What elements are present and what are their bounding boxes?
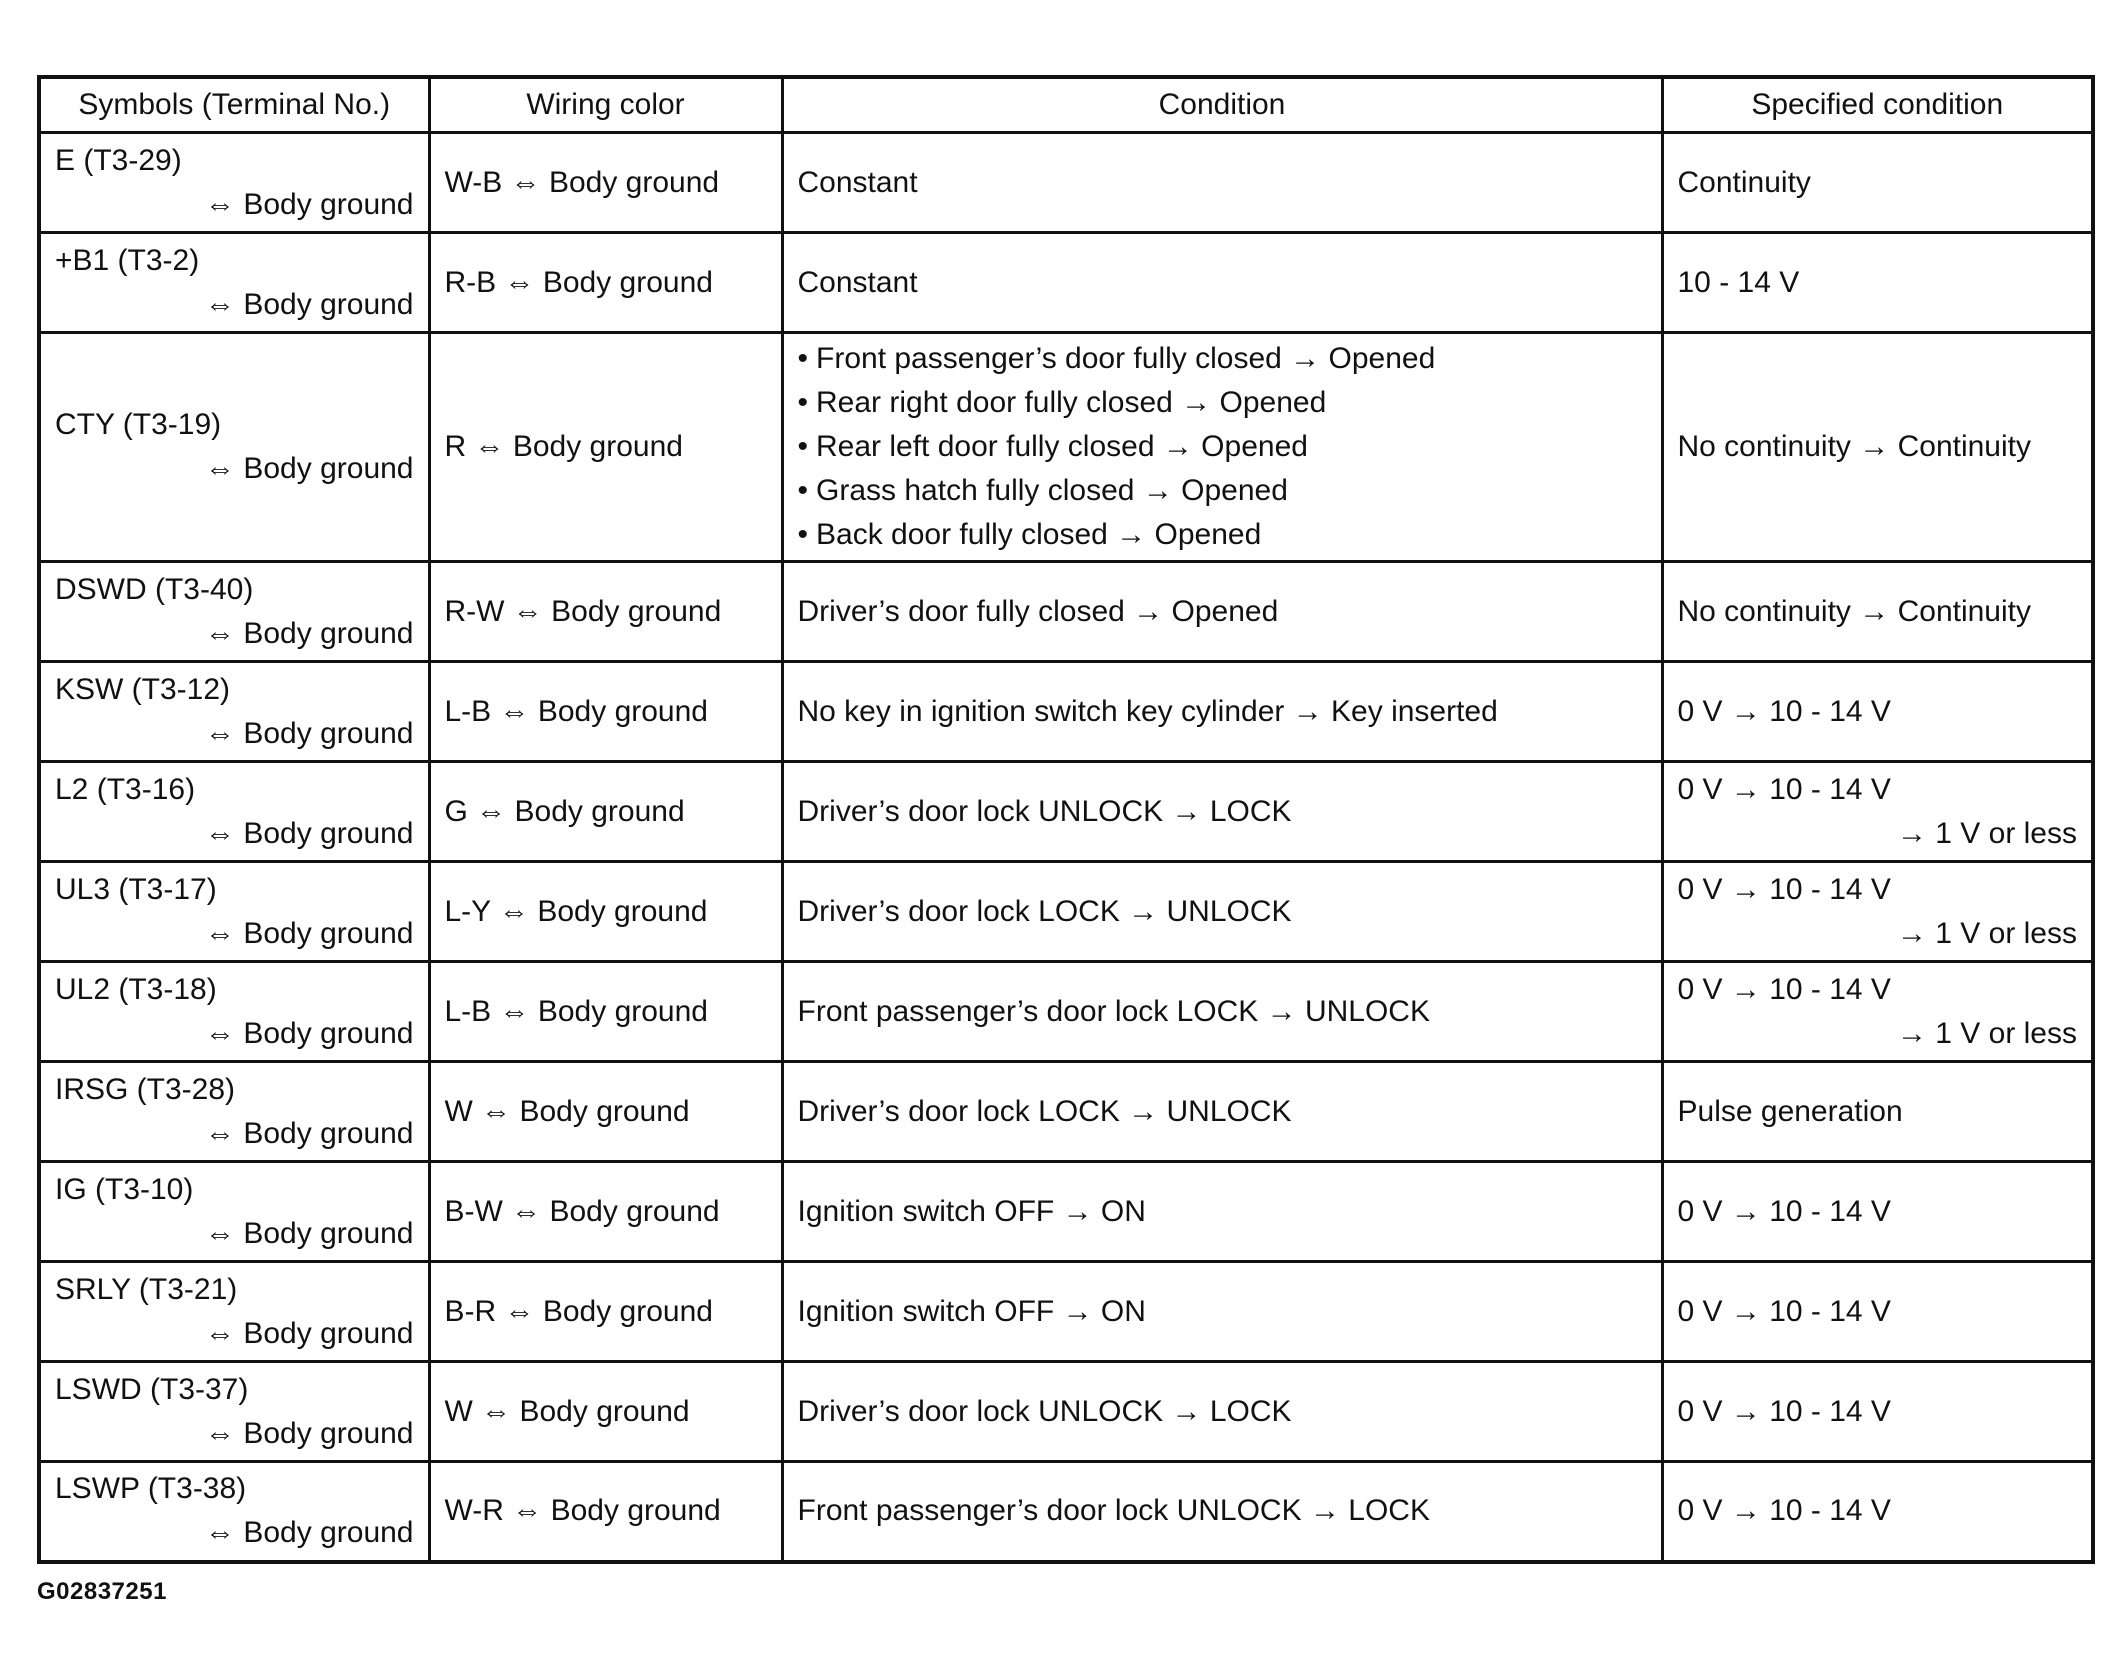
spec-value: Pulse generation [1677, 1094, 1903, 1128]
wiring-cell: B-W ⇔ Body ground [429, 1162, 782, 1262]
table-row [39, 333, 2093, 562]
symbol-name: SRLY (T3-21) [55, 1272, 238, 1306]
spec-value-continued: → 1 V or less [1896, 916, 2077, 950]
spec-value: 10 - 14 V [1677, 265, 1800, 299]
symbol-cell [39, 762, 429, 862]
symbol-name: E (T3-29) [55, 143, 182, 177]
table-row [39, 962, 2093, 1062]
spec-value: 0 V → 10 - 14 V [1677, 1494, 1891, 1528]
symbol-name: LSWD (T3-37) [55, 1372, 249, 1406]
spec-value-continued: → 1 V or less [1896, 816, 2077, 850]
spec-cell [1662, 1262, 2093, 1362]
symbol-cell [39, 333, 429, 562]
spec-cell [1662, 662, 2093, 762]
condition-item: • Rear left door fully closed → Opened [798, 425, 1647, 469]
condition-item: • Front passenger’s door fully closed → Opened [798, 337, 1647, 381]
condition-cell: Ignition switch OFF → ON [782, 1162, 1662, 1262]
table-row [39, 1262, 2093, 1362]
spec-value: 0 V → 10 - 14 V [1677, 694, 1891, 728]
symbol-cell [39, 133, 429, 233]
spec-value: 0 V → 10 - 14 V [1677, 1294, 1891, 1328]
spec-value-continued: → 1 V or less [1896, 1016, 2077, 1050]
spec-cell [1662, 862, 2093, 962]
wiring-cell: L-B ⇔ Body ground [429, 962, 782, 1062]
spec-cell [1662, 333, 2093, 562]
spec-value: 0 V → 10 - 14 V [1677, 972, 1891, 1006]
spec-cell [1662, 1162, 2093, 1262]
condition-item: • Rear right door fully closed → Opened [798, 381, 1647, 425]
wiring-cell: R-W ⇔ Body ground [429, 562, 782, 662]
spec-value: Continuity [1677, 165, 1811, 199]
spec-cell [1662, 562, 2093, 662]
spec-cell [1662, 133, 2093, 233]
symbol-ground: ⇔ Body ground [205, 716, 414, 750]
symbol-cell [39, 1262, 429, 1362]
symbol-ground: ⇔ Body ground [205, 287, 414, 321]
symbol-ground: ⇔ Body ground [205, 616, 414, 650]
symbol-cell [39, 1062, 429, 1162]
symbol-ground: ⇔ Body ground [205, 1116, 414, 1150]
spec-value: No continuity → Continuity [1677, 430, 2031, 463]
wiring-cell: L-Y ⇔ Body ground [429, 862, 782, 962]
condition-item: • Grass hatch fully closed → Opened [798, 469, 1647, 513]
symbol-cell [39, 233, 429, 333]
symbol-ground: ⇔ Body ground [205, 1316, 414, 1350]
symbol-ground: ⇔ Body ground [205, 187, 414, 221]
wiring-cell: W-R ⇔ Body ground [429, 1462, 782, 1562]
spec-value: 0 V → 10 - 14 V [1677, 872, 1891, 906]
table-row [39, 762, 2093, 862]
symbol-cell [39, 562, 429, 662]
table-row [39, 662, 2093, 762]
wiring-cell: G ⇔ Body ground [429, 762, 782, 862]
condition-cell: Constant [782, 233, 1662, 333]
symbol-ground: ⇔ Body ground [205, 1516, 414, 1550]
symbol-name: UL3 (T3-17) [55, 872, 217, 906]
spec-cell [1662, 762, 2093, 862]
condition-cell: Driver’s door lock UNLOCK → LOCK [782, 762, 1662, 862]
symbol-cell [39, 962, 429, 1062]
condition-cell: Driver’s door lock UNLOCK → LOCK [782, 1362, 1662, 1462]
symbol-name: L2 (T3-16) [55, 772, 196, 806]
wiring-cell: L-B ⇔ Body ground [429, 662, 782, 762]
symbol-cell [39, 1162, 429, 1262]
symbol-name: KSW (T3-12) [55, 672, 231, 706]
condition-list [798, 337, 1647, 557]
condition-cell: Front passenger’s door lock LOCK → UNLOCK [782, 962, 1662, 1062]
table-row [39, 1162, 2093, 1262]
header-wiring-color: Wiring color [429, 77, 782, 133]
symbol-name: IRSG (T3-28) [55, 1072, 236, 1106]
header-condition: Condition [782, 77, 1662, 133]
spec-value: 0 V → 10 - 14 V [1677, 1194, 1891, 1228]
wiring-cell: W ⇔ Body ground [429, 1362, 782, 1462]
header-specified-condition: Specified condition [1662, 77, 2093, 133]
wiring-cell: W-B ⇔ Body ground [429, 133, 782, 233]
symbol-cell [39, 1462, 429, 1562]
figure-id: G02837251 [37, 1578, 167, 1605]
symbol-ground: ⇔ Body ground [205, 816, 414, 850]
symbol-ground: ⇔ Body ground [205, 1016, 414, 1050]
symbol-cell [39, 1362, 429, 1462]
symbol-name: LSWP (T3-38) [55, 1472, 247, 1506]
table-row [39, 862, 2093, 962]
symbol-name: +B1 (T3-2) [55, 243, 200, 277]
symbol-ground: ⇔ Body ground [205, 452, 414, 485]
condition-cell [782, 333, 1662, 562]
wiring-cell: W ⇔ Body ground [429, 1062, 782, 1162]
condition-cell: Constant [782, 133, 1662, 233]
spec-cell [1662, 1062, 2093, 1162]
symbol-ground: ⇔ Body ground [205, 1416, 414, 1450]
wiring-cell: B-R ⇔ Body ground [429, 1262, 782, 1362]
wiring-cell: R ⇔ Body ground [429, 333, 782, 562]
symbol-name: IG (T3-10) [55, 1172, 194, 1206]
condition-item: • Back door fully closed → Opened [798, 513, 1647, 557]
spec-value: No continuity → Continuity [1677, 594, 2031, 628]
condition-cell: No key in ignition switch key cylinder → Key inserted [782, 662, 1662, 762]
symbol-cell [39, 662, 429, 762]
symbol-ground: ⇔ Body ground [205, 916, 414, 950]
symbol-ground: ⇔ Body ground [205, 1216, 414, 1250]
table-row [39, 1062, 2093, 1162]
table-row [39, 233, 2093, 333]
symbol-cell [39, 862, 429, 962]
spec-value: 0 V → 10 - 14 V [1677, 1394, 1891, 1428]
table-row [39, 562, 2093, 662]
symbol-name: UL2 (T3-18) [55, 972, 217, 1006]
condition-cell: Driver’s door lock LOCK → UNLOCK [782, 862, 1662, 962]
table-row [39, 1362, 2093, 1462]
spec-cell [1662, 1462, 2093, 1562]
spec-cell [1662, 962, 2093, 1062]
symbol-name: DSWD (T3-40) [55, 572, 254, 606]
table-row [39, 133, 2093, 233]
table-row [39, 1462, 2093, 1562]
wiring-cell: R-B ⇔ Body ground [429, 233, 782, 333]
table-header-row [39, 77, 2093, 133]
symbol-name: CTY (T3-19) [55, 408, 222, 441]
header-symbols: Symbols (Terminal No.) [39, 77, 429, 133]
condition-cell: Driver’s door fully closed → Opened [782, 562, 1662, 662]
spec-value: 0 V → 10 - 14 V [1677, 772, 1891, 806]
spec-cell [1662, 233, 2093, 333]
condition-cell: Ignition switch OFF → ON [782, 1262, 1662, 1362]
condition-cell: Driver’s door lock LOCK → UNLOCK [782, 1062, 1662, 1162]
spec-cell [1662, 1362, 2093, 1462]
condition-cell: Front passenger’s door lock UNLOCK → LOCK [782, 1462, 1662, 1562]
terminal-spec-table [37, 75, 2095, 1564]
